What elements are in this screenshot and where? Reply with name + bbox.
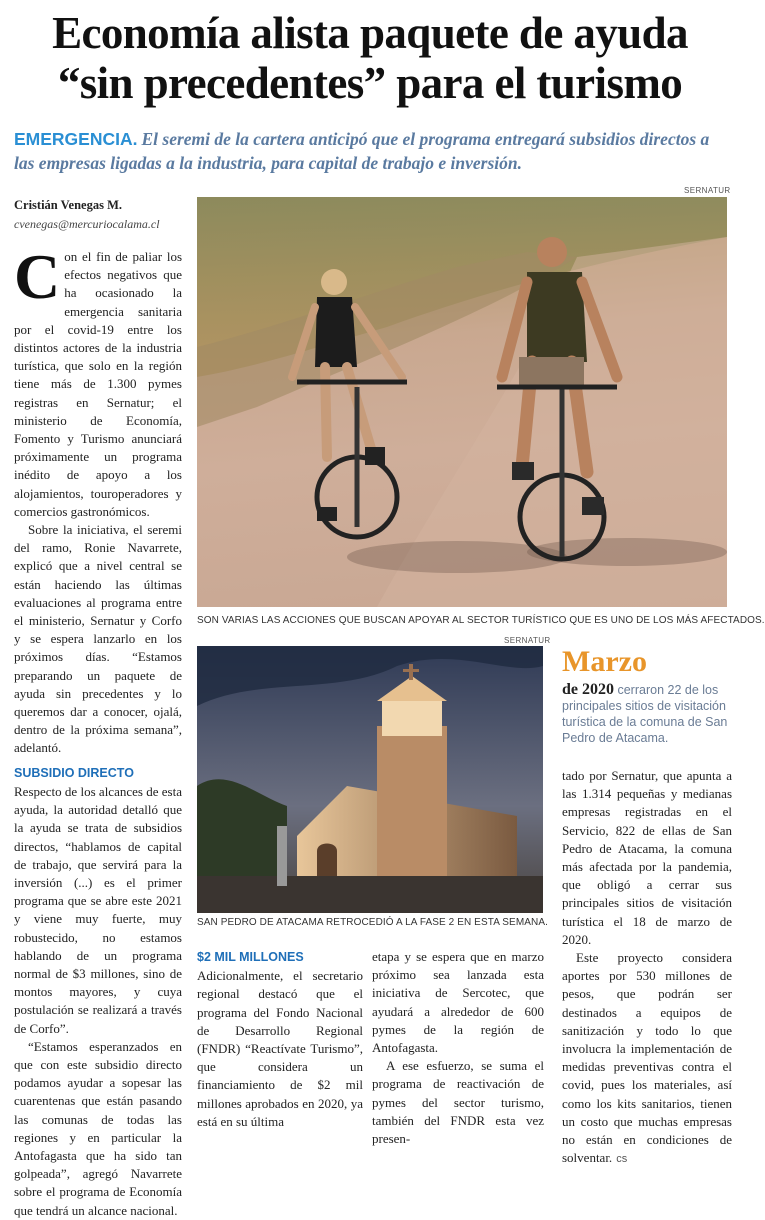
body-column-3 — [372, 948, 544, 1148]
paragraph: etapa y se espera que en marzo próximo sea lanzada esta iniciativa de Sercotec, que ayudará a alrededor de 600 pymes de la región de Antofagasta. — [372, 949, 544, 1056]
fact-highlight: Marzo — [562, 645, 647, 678]
author-email[interactable]: cvenegas@mercuriocalama.cl — [14, 217, 160, 231]
paragraph-text: on el fin de paliar los efectos negativos que ha ocasionado la emergencia sanitaria por el covid-19 entre los distintos actores de la industria turística, que solo en la región tiene más de 1.300 pymes registras en Sernatur; el ministerio de Economía, Fomento y Turismo anunciará próximamente un programa inédito de apoyo a los alojamientos, touroperadores y comercios gastronómicos. — [14, 249, 182, 519]
cyclists-illustration — [197, 197, 727, 607]
paragraph: Respecto de los alcances de esta ayuda, la autoridad detalló que la ayuda se trata de subsidios directos, “hablamos de capital de trabajo, que servirá para la inversión (...) es el primer programa que se abre este 2021 y viene muy fuerte, muy robustecido, no estamos hablando de un programa normal de $3 millones, sino de montos mayores, y cuya postulación se realizará a través de Corfo”. — [14, 783, 182, 1036]
paragraph — [562, 949, 732, 1168]
photo-caption-2: SAN PEDRO DE ATACAMA RETROCEDIÓ A LA FASE 2 EN ESTA SEMANA. — [197, 917, 548, 928]
end-mark-icon: cs — [616, 1153, 628, 1166]
author-byline: Cristián Venegas M. — [14, 198, 122, 212]
section-heading-subsidio: SUBSIDIO DIRECTO — [14, 765, 134, 780]
paragraph: tado por Sernatur, que apunta a las 1.314 pequeñas y medianas empresas registradas en el Servicio, 822 de ellas de San Pedro de Atacama, la comuna más afectada por la pandemia, que obligó a cerrar sus principales sitios de visitación turística el 18 de marzo de 2020. — [562, 768, 732, 947]
paragraph-text: Este proyecto considera aportes por 530 millones de pesos, que podrán ser destinados a equipos de sanitización y todo lo que involucra la implementación de medidas preventivas contra el covid, pues los materiales, así como los kits sanitarios, tienen un costo que muchas empresas no están en condiciones de solventar. — [562, 950, 732, 1166]
paragraph: Sobre la iniciativa, el seremi del ramo, Ronie Navarrete, explicó que a nivel central se están haciendo las últimas evaluaciones al programa entre el ministerio, Sernatur y Corfo y se espera lanzarlo en los próximos días. “Estamos preparando un paquete de ayuda sin precedentes y lo queremos dar a conocer, ojalá, dentro de la próxima semana”, adelantó. — [14, 522, 182, 756]
paragraph: “Estamos esperanzados en que con este subsidio directo podamos ayudar a sopesar las cuarentenas que están pasando las comunas de todas las regiones y en particular la Antofagasta que ha sido tan golpeada”, agregó Navarrete sobre el programa de Economía que tendrá un alcance nacional. — [14, 1038, 182, 1218]
paragraph: Adicionalmente, el secretario regional destacó que el programa del Fondo Nacional de Desarrollo Regional (FNDR) “Reactívate Turismo”, que considera un financiamiento de $2 mil millones aprobados en 2020, ya está en su última — [197, 968, 363, 1129]
section-heading-millones: $2 MIL MILLONES — [197, 950, 304, 964]
body-column-2 — [197, 948, 363, 1131]
photo-credit-1: SERNATUR — [684, 186, 731, 195]
subhead — [14, 127, 729, 175]
fact-lead: de 2020 — [562, 681, 614, 698]
fact-text — [562, 682, 732, 746]
cyclists-photo — [197, 197, 727, 607]
headline: Economía alista paquete de ayuda “sin precedentes” para el turismo — [52, 8, 688, 108]
fact-body: cerraron 22 de los principales sitios de visitación turística de la comuna de San Pedro de Atacama. — [562, 683, 728, 745]
kicker-label: EMERGENCIA. — [14, 129, 138, 149]
photo-credit-2: SERNATUR — [504, 636, 551, 645]
paragraph: A ese esfuerzo, se suma el programa de reactivación de pymes del sector turismo, también del FNDR esta vez presen- — [372, 1058, 544, 1147]
subhead-text: El seremi de la cartera anticipó que el programa entregará subsidios directos a las empresas ligadas a la industria, para capital de trabajo e inversión. — [14, 129, 710, 173]
paragraph-intro — [14, 241, 182, 521]
dropcap: C — [14, 241, 61, 312]
photo-caption-1: SON VARIAS LAS ACCIONES QUE BUSCAN APOYAR AL SECTOR TURÍSTICO QUE ES UNO DE LOS MÁS AFECTADOS. — [197, 615, 765, 626]
body-column-4 — [562, 767, 732, 1168]
body-column-1 — [14, 241, 182, 1220]
church-photo — [197, 646, 543, 913]
church-illustration — [197, 646, 543, 913]
